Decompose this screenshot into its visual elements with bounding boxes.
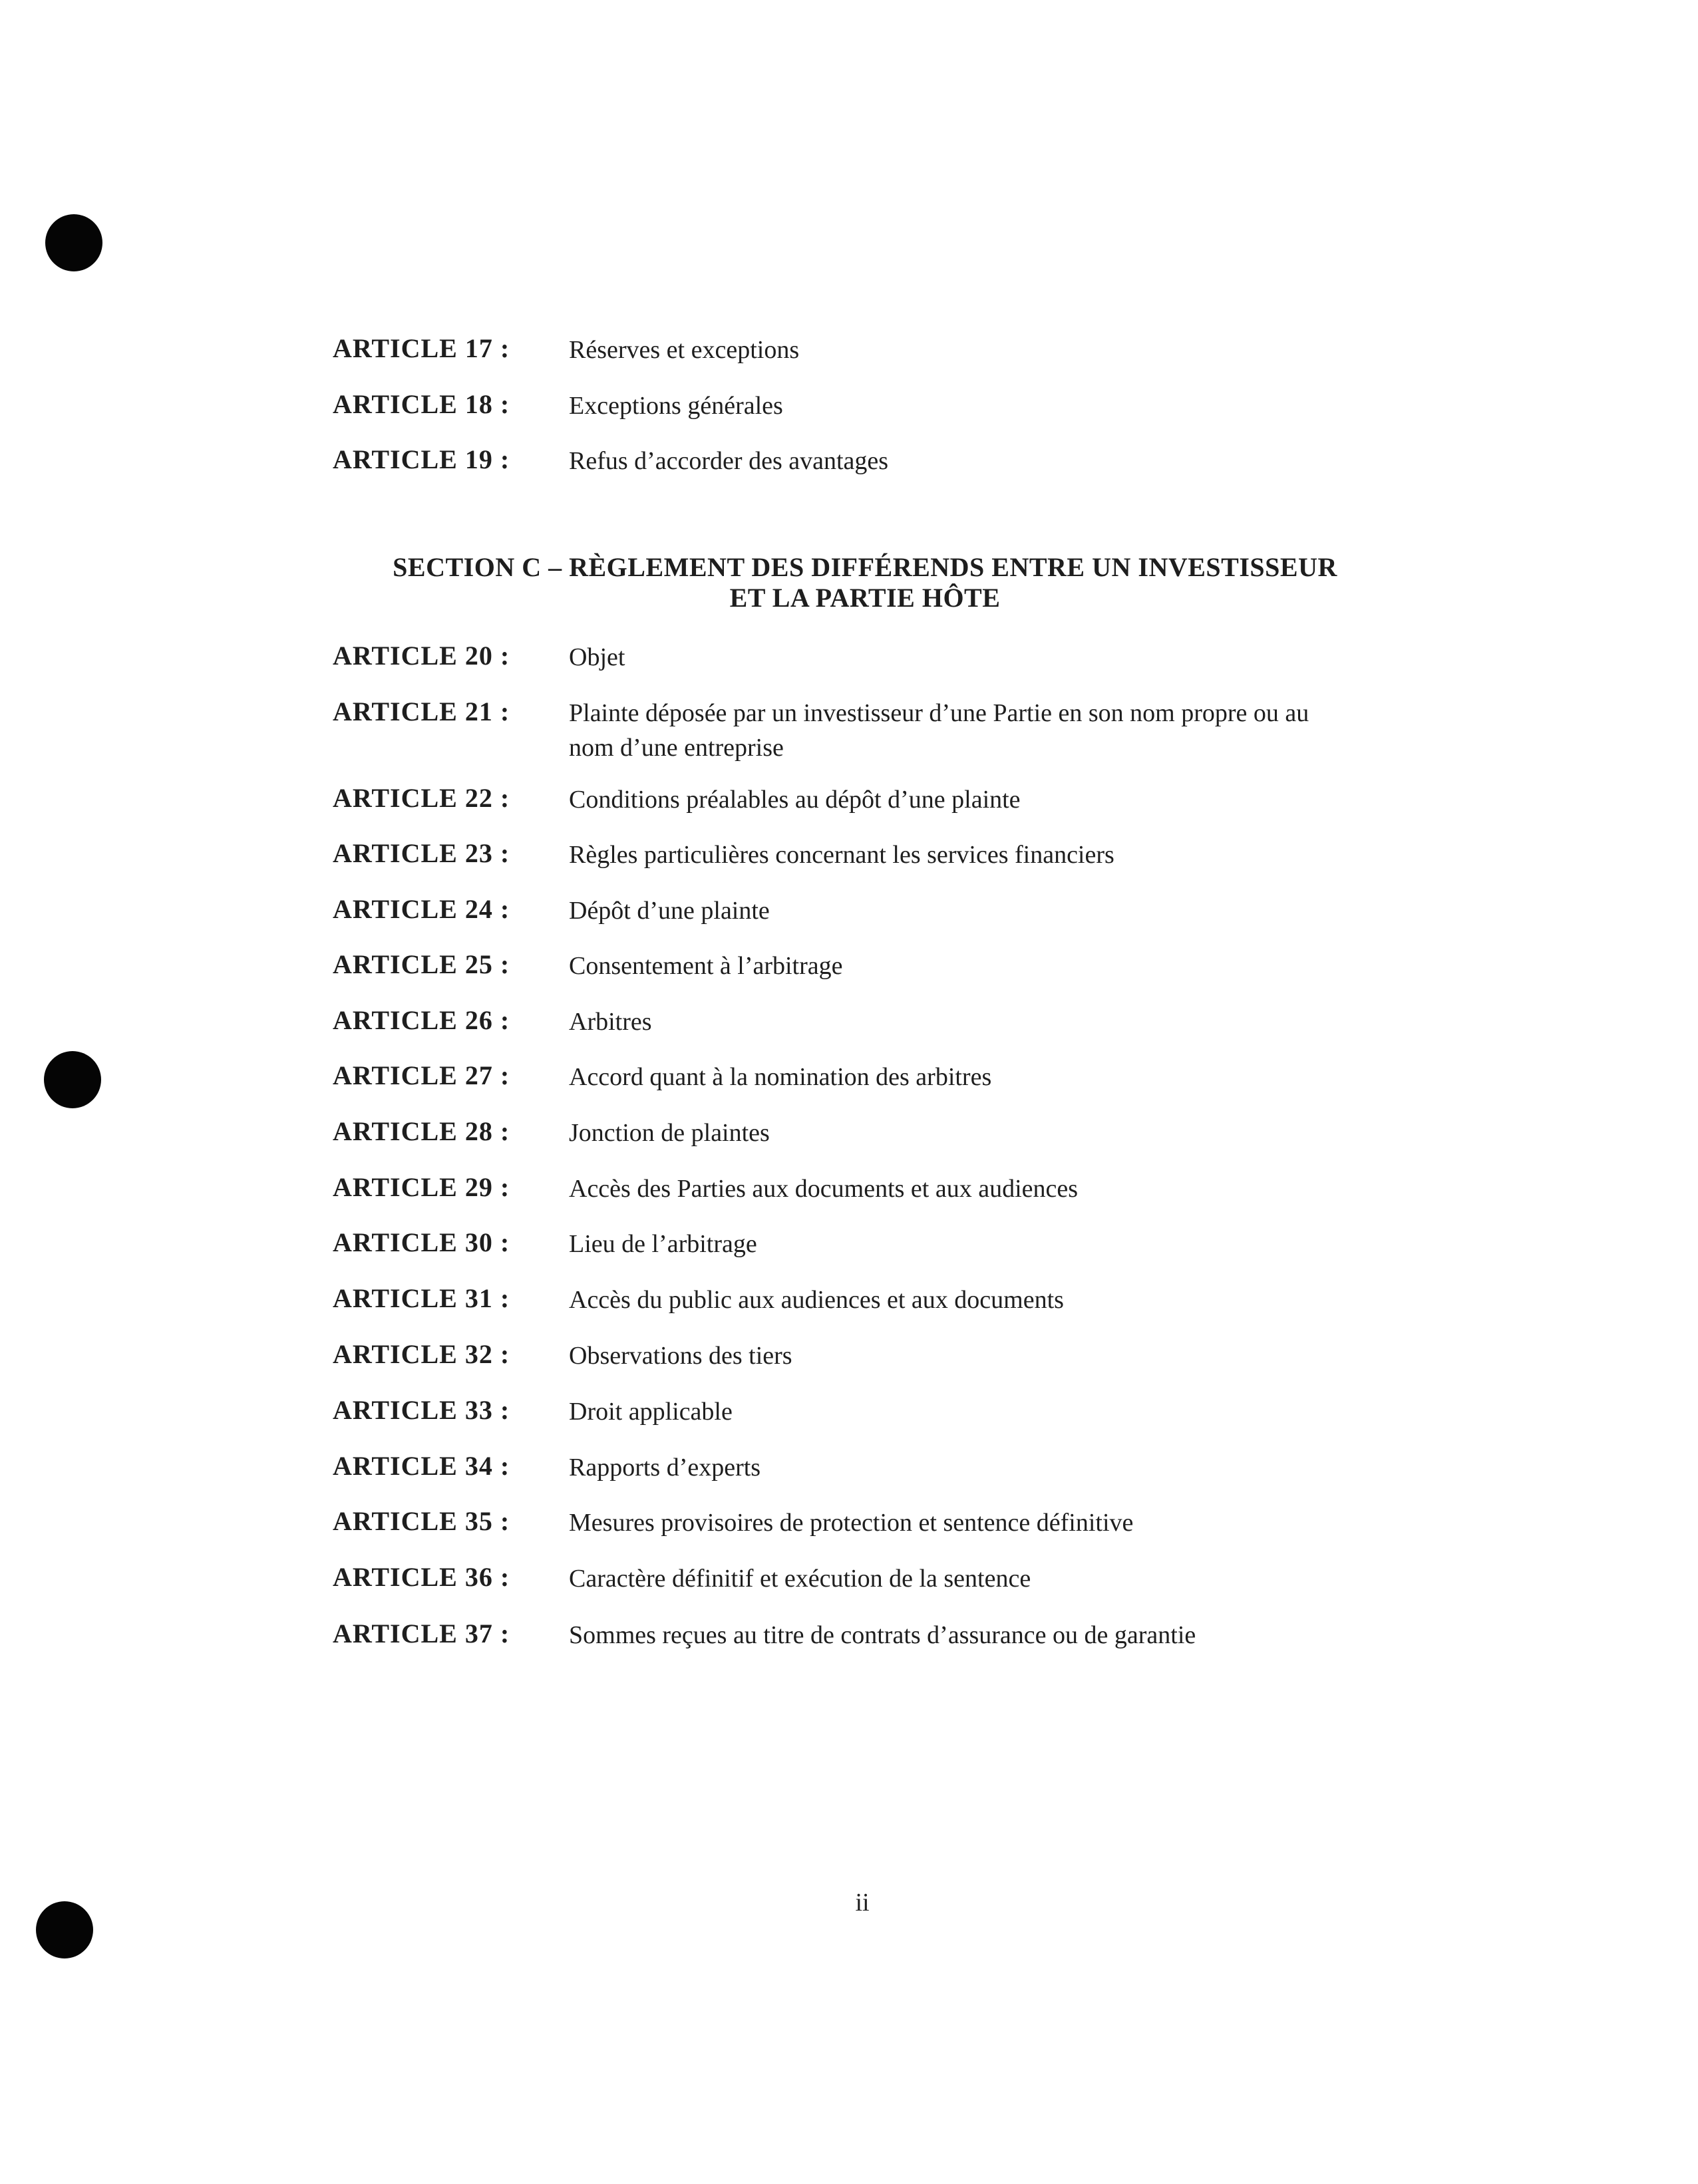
article-number: ARTICLE 26 :	[333, 1005, 510, 1035]
article-number: ARTICLE 37 :	[333, 1619, 510, 1648]
article-number: ARTICLE 31 :	[333, 1283, 510, 1313]
article-title: Jonction de plaintes	[569, 1119, 770, 1147]
article-number: ARTICLE 33 :	[333, 1395, 510, 1425]
article-number: ARTICLE 19 :	[333, 444, 510, 474]
article-number: ARTICLE 17 :	[333, 333, 510, 363]
article-number: ARTICLE 28 :	[333, 1116, 510, 1146]
section-heading-line-2: ET LA PARTIE HÔTE	[729, 583, 1001, 613]
article-number: ARTICLE 27 :	[333, 1060, 510, 1090]
page-number: ii	[855, 1889, 870, 1917]
binder-hole-top	[45, 214, 102, 271]
article-number: ARTICLE 18 :	[333, 389, 510, 419]
binder-hole-bottom	[36, 1901, 93, 1958]
article-title: Droit applicable	[569, 1398, 733, 1426]
article-title: Refus d’accorder des avantages	[569, 447, 889, 475]
article-title: Objet	[569, 643, 625, 671]
binder-hole-middle	[44, 1051, 101, 1108]
article-title: Exceptions générales	[569, 392, 783, 420]
article-number: ARTICLE 24 :	[333, 894, 510, 924]
article-number: ARTICLE 25 :	[333, 949, 510, 979]
article-title: Réserves et exceptions	[569, 336, 800, 364]
article-title: Caractère définitif et exécution de la sentence	[569, 1565, 1031, 1593]
article-title: Observations des tiers	[569, 1342, 792, 1370]
article-title: Dépôt d’une plainte	[569, 897, 770, 925]
article-title: Lieu de l’arbitrage	[569, 1230, 757, 1258]
article-number: ARTICLE 30 :	[333, 1227, 510, 1257]
article-title: Accès des Parties aux documents et aux audiences	[569, 1175, 1079, 1203]
article-title: Arbitres	[569, 1008, 652, 1036]
article-title: Conditions préalables au dépôt d’une plainte	[569, 786, 1021, 814]
article-title: Consentement à l’arbitrage	[569, 952, 843, 980]
article-number: ARTICLE 29 :	[333, 1172, 510, 1202]
article-title: Mesures provisoires de protection et sentence définitive	[569, 1509, 1134, 1537]
article-title: Rapports d’experts	[569, 1454, 761, 1482]
article-number: ARTICLE 36 :	[333, 1562, 510, 1592]
article-number: ARTICLE 34 :	[333, 1451, 510, 1481]
article-title: Sommes reçues au titre de contrats d’assurance ou de garantie	[569, 1621, 1196, 1649]
article-title: Règles particulières concernant les services financiers	[569, 841, 1114, 869]
article-number: ARTICLE 35 :	[333, 1506, 510, 1536]
article-title: Accès du public aux audiences et aux documents	[569, 1286, 1064, 1314]
article-number: ARTICLE 20 :	[333, 641, 510, 671]
article-number: ARTICLE 23 :	[333, 838, 510, 868]
article-number: ARTICLE 22 :	[333, 783, 510, 813]
article-title: Plainte déposée par un investisseur d’une Partie en son nom propre ou au nom d’une entreprise	[569, 699, 1309, 762]
article-number: ARTICLE 32 :	[333, 1339, 510, 1369]
section-heading-line-1: SECTION C – RÈGLEMENT DES DIFFÉRENDS ENTRE UN INVESTISSEUR	[393, 552, 1337, 582]
article-number: ARTICLE 21 :	[333, 697, 510, 726]
article-title: Accord quant à la nomination des arbitres	[569, 1063, 992, 1091]
section-heading	[373, 552, 1357, 613]
